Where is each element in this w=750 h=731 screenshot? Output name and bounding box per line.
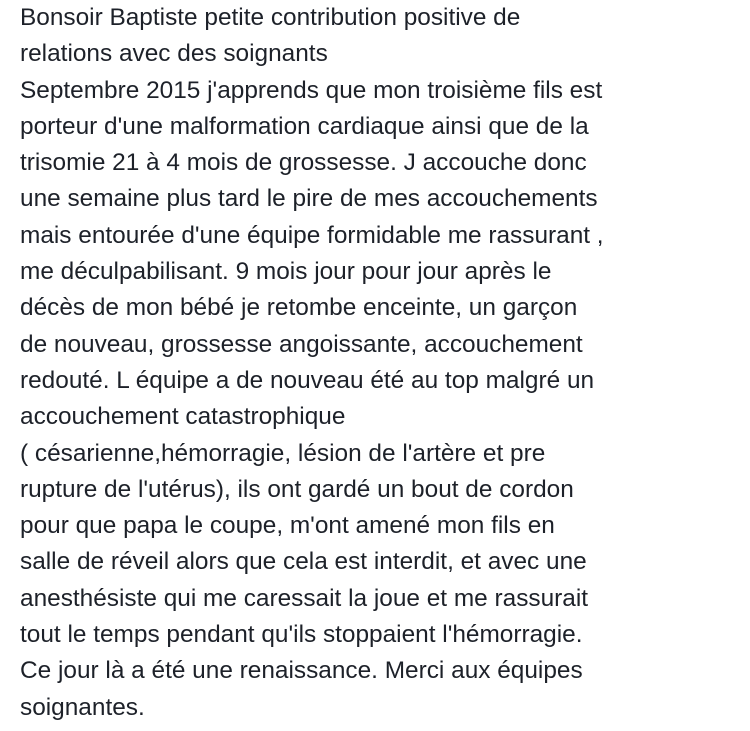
post-line: porteur d'une malformation cardiaque ainsi que de la [20,112,589,140]
post-line: une semaine plus tard le pire de mes accouchements [20,185,598,213]
post-line: mais entourée d'une équipe formidable me rassurant , [20,221,604,249]
post-line: ( césarienne,hémorragie, lésion de l'artère et pre [20,439,546,467]
post-line: accouchement catastrophique [20,403,346,431]
post-line: Septembre 2015 j'apprends que mon troisième fils est [20,76,603,104]
post-line: pour que papa le coupe, m'ont amené mon fils en [20,512,555,540]
post-line: Bonsoir Baptiste petite contribution positive de [20,4,521,31]
post-line: salle de réveil alors que cela est interdit, et avec une [20,548,587,576]
post-line: de nouveau, grossesse angoissante, accouchement [20,330,583,358]
post-line: anesthésiste qui me caressait la joue et me rassurait [20,584,589,612]
post-line: me déculpabilisant. 9 mois jour pour jour après le [20,258,552,286]
post-line: Ce jour là a été une renaissance. Merci aux équipes [20,657,583,685]
post-line: soignantes. [20,693,145,721]
post-line: trisomie 21 à 4 mois de grossesse. J accouche donc [20,149,587,177]
post-line: relations avec des soignants [20,40,328,68]
post-line: rupture de l'utérus), ils ont gardé un bout de cordon [20,475,574,503]
post-line: redouté. L équipe a de nouveau été au top malgré un [20,366,595,394]
post-line: tout le temps pendant qu'ils stoppaient l'hémorragie. [20,621,583,649]
post-text [20,0,745,726]
post-line: décès de mon bébé je retombe enceinte, un garçon [20,294,578,322]
